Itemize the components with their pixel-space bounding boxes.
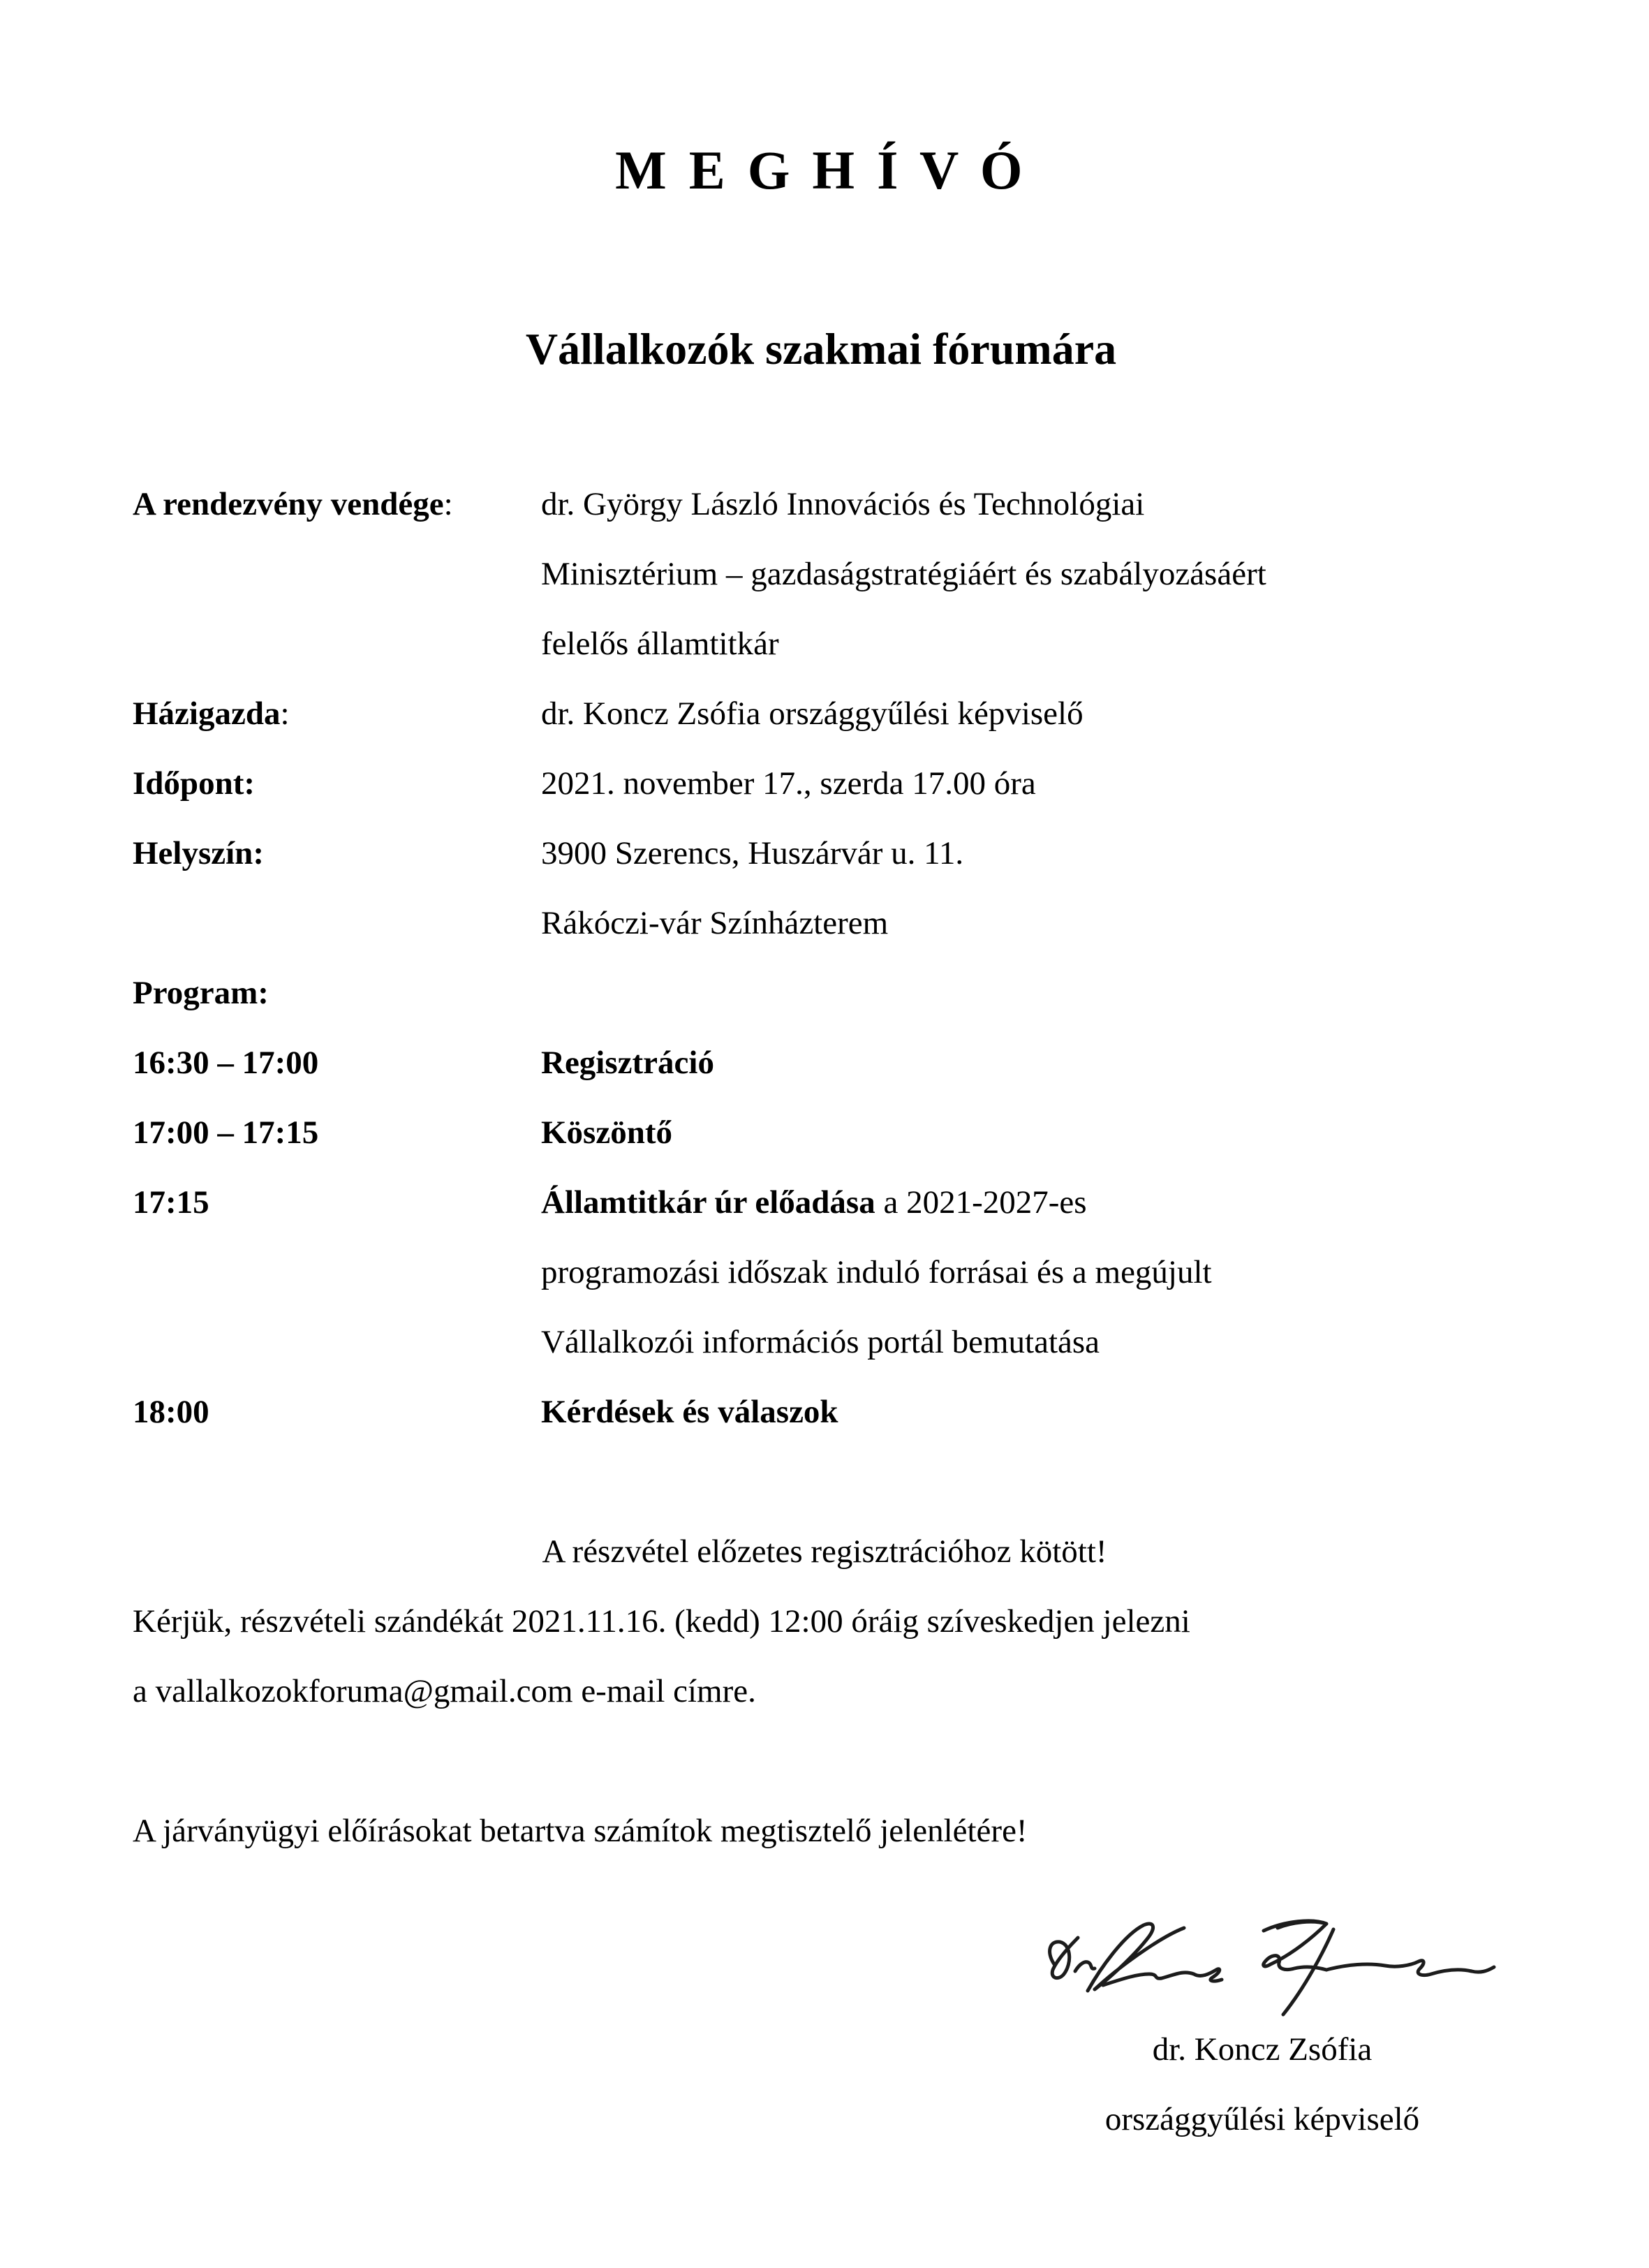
registration-notice: A részvétel előzetes regisztrációhoz kötött! (542, 1533, 1107, 1570)
program-description (541, 1377, 1516, 1447)
detail-label-guest: A rendezvény vendége: (133, 486, 453, 522)
signatory-role: országgyűlési képviselő (1104, 2101, 1420, 2137)
detail-value-host (541, 679, 1516, 749)
detail-label-host: Házigazda: (133, 695, 290, 732)
document-title: M E G H Í V Ó (615, 140, 1027, 200)
closing-line: A járványügyi előírásokat betartva számítok megtisztelő jelenlétére! (133, 1813, 1028, 1849)
detail-row-guest (133, 469, 1516, 679)
detail-value-line: 3900 Szerencs, Huszárvár u. 11. (541, 835, 964, 871)
program-time: 16:30 – 17:00 (133, 1045, 319, 1081)
signatory-name: dr. Koncz Zsófia (1152, 2031, 1373, 2068)
program-description (541, 1098, 1516, 1168)
program-heading: Program: (133, 975, 269, 1011)
signature-block (1004, 2015, 1521, 2154)
document-body (133, 469, 1516, 1866)
detail-row-host (133, 679, 1516, 749)
detail-value-line: Minisztérium – gazdaságstratégiáért és szabályozásáért (541, 556, 1266, 592)
registration-block (133, 1517, 1516, 1726)
program-description-line: Kérdések és válaszok (541, 1394, 838, 1430)
detail-value-line: 2021. november 17., szerda 17.00 óra (541, 765, 1036, 802)
program-time: 17:00 – 17:15 (133, 1114, 319, 1151)
program-description (541, 1028, 1516, 1098)
detail-label-venue: Helyszín: (133, 835, 264, 871)
detail-label-date: Időpont: (133, 765, 256, 802)
program-description-line: programozási időszak induló forrásai és a megújult (541, 1254, 1212, 1290)
program-row (133, 1028, 1516, 1098)
handwritten-signature (1033, 1910, 1515, 2022)
detail-value-venue (541, 818, 1516, 958)
detail-value-guest (541, 469, 1516, 679)
detail-row-date (133, 749, 1516, 818)
detail-row-venue (133, 818, 1516, 958)
detail-value-line: dr. Koncz Zsófia országgyűlési képviselő (541, 695, 1084, 732)
program-row (133, 1377, 1516, 1447)
detail-value-line: Rákóczi-vár Színházterem (541, 905, 889, 941)
program-time: 17:15 (133, 1184, 209, 1221)
program-description-line: Regisztráció (541, 1045, 714, 1081)
program-row (133, 1168, 1516, 1377)
detail-value-line: felelős államtitkár (541, 626, 779, 662)
document-subtitle: Vállalkozók szakmai fórumára (525, 324, 1117, 374)
program-description-line: Köszöntő (541, 1114, 672, 1151)
registration-email-line (133, 1656, 1516, 1726)
program-description-line: Államtitkár úr előadása a 2021-2027-es (541, 1184, 1087, 1221)
program-row (133, 1098, 1516, 1168)
program-time: 18:00 (133, 1394, 209, 1430)
detail-value-date (541, 749, 1516, 818)
program-description (541, 1168, 1516, 1377)
email-address: a vallalkozokforuma@gmail.com e-mail címre. (133, 1673, 756, 1709)
program-description-line: Vállalkozói információs portál bemutatása (541, 1324, 1100, 1360)
detail-value-line: dr. György László Innovációs és Technológiai (541, 486, 1145, 522)
registration-instruction-line: Kérjük, részvételi szándékát 2021.11.16. (kedd) 12:00 óráig szíveskedjen jelezni (133, 1603, 1190, 1640)
